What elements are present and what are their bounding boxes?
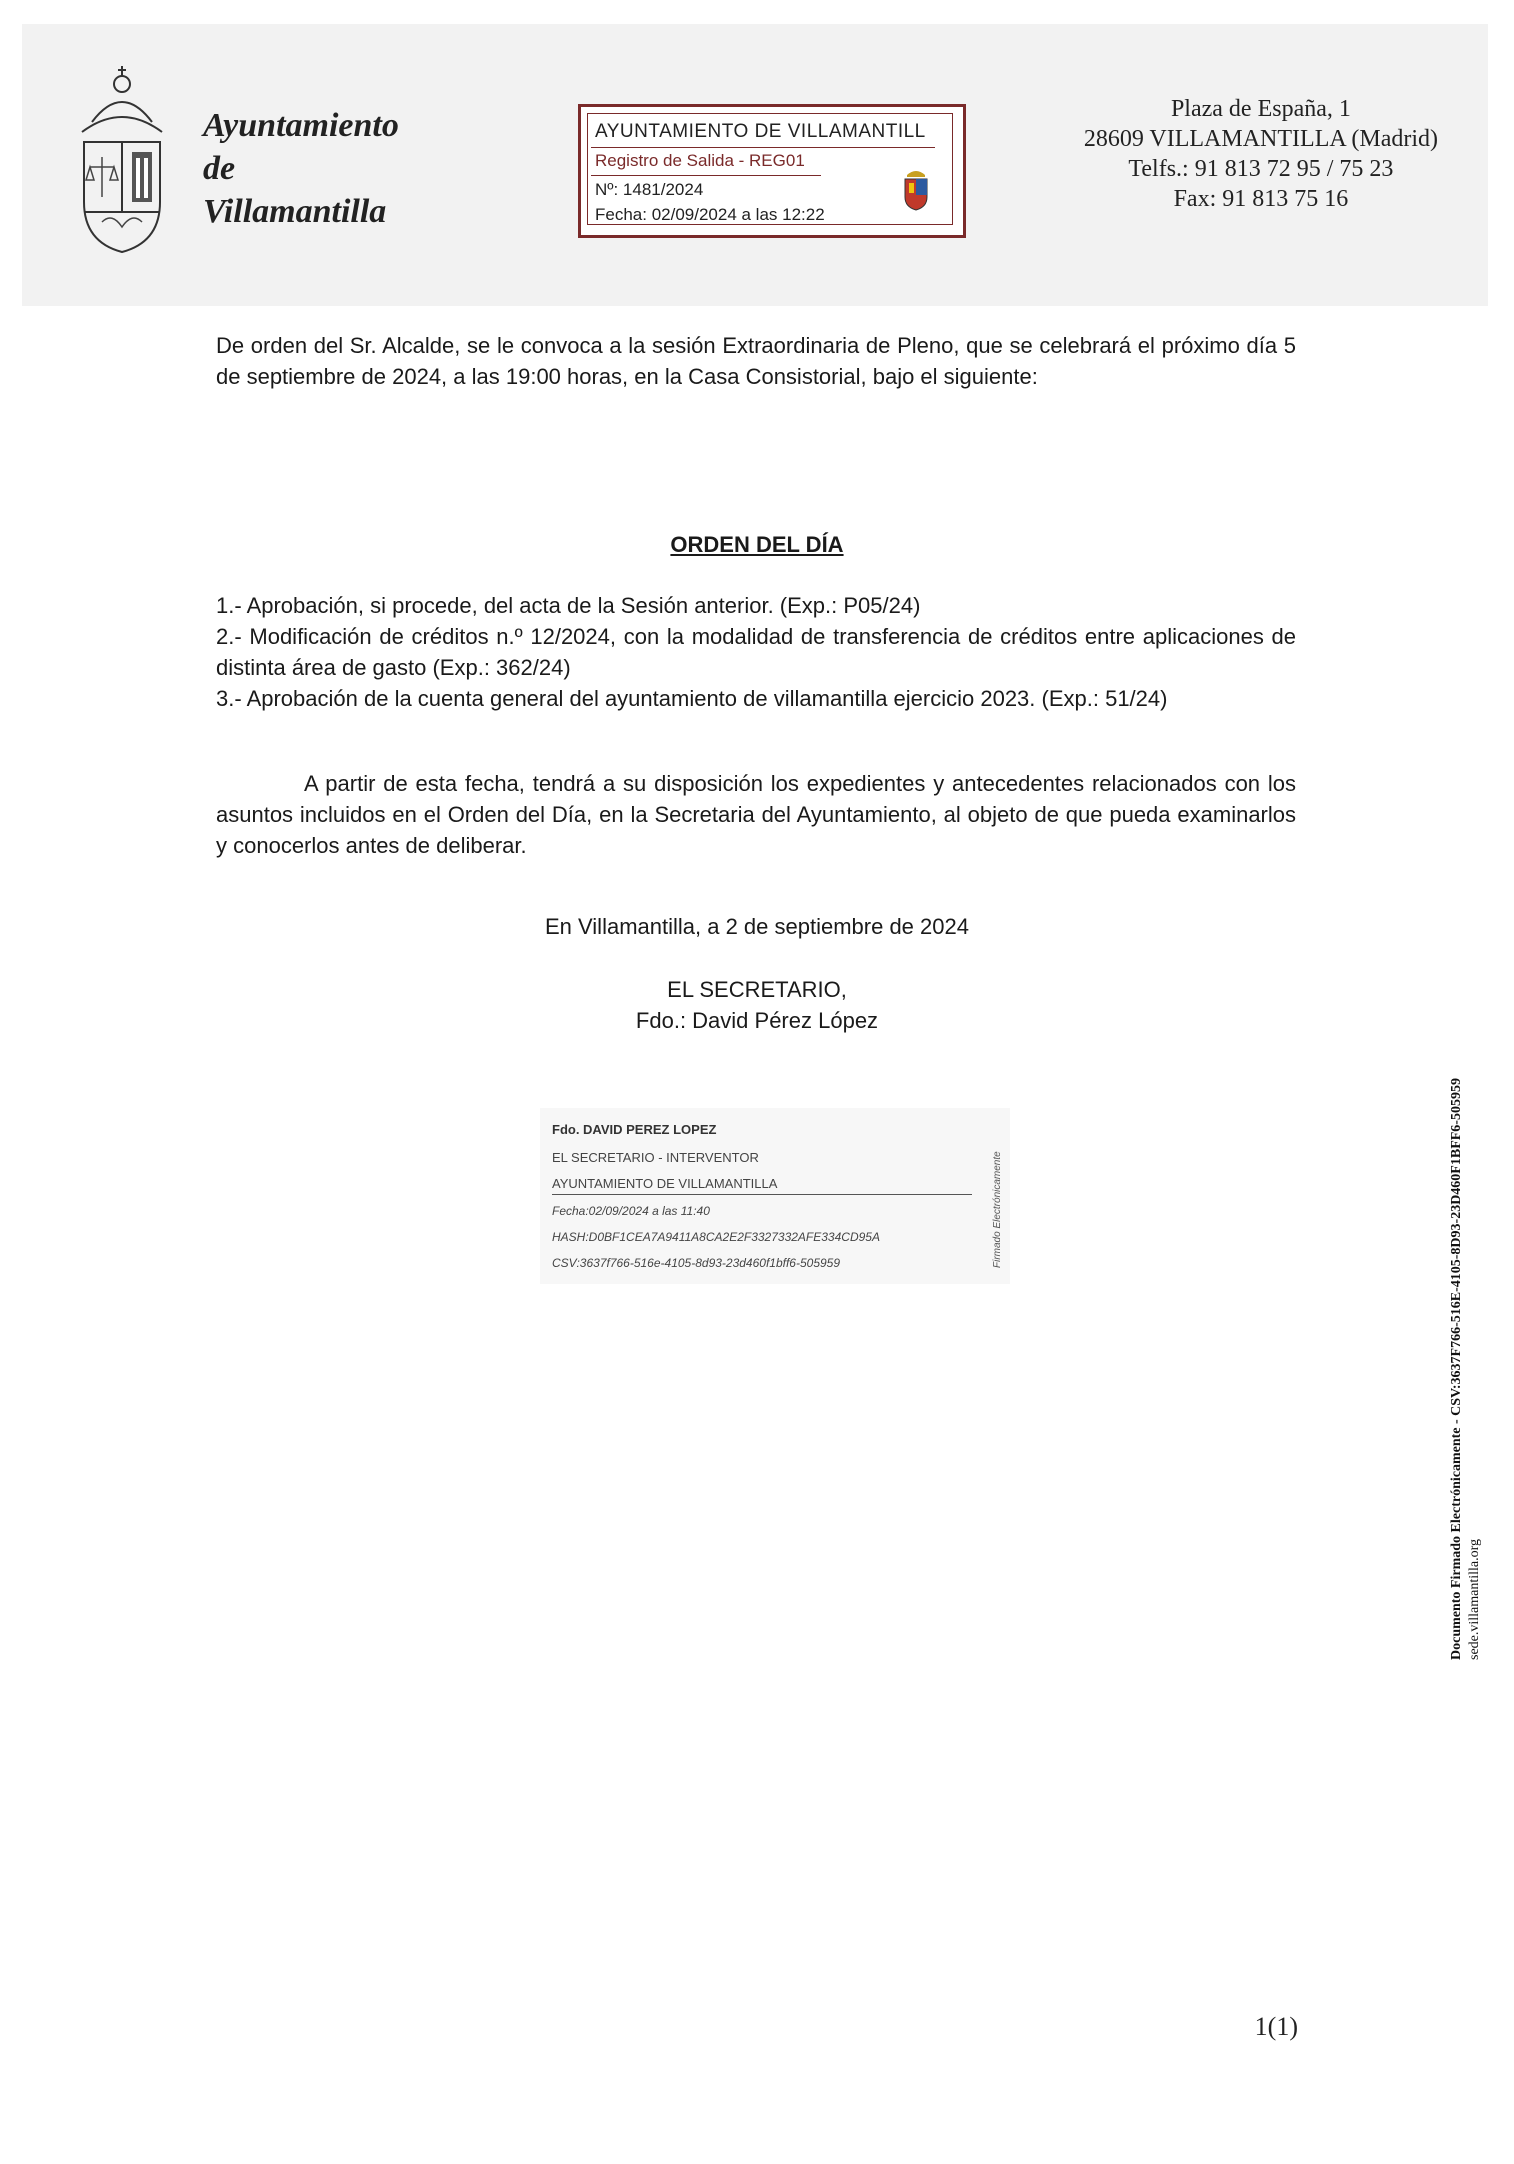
page-number: 1(1) [1254, 2012, 1298, 2041]
town-name-line-2: de [203, 150, 236, 187]
contact-city: 28609 VILLAMANTILLA (Madrid) [1083, 126, 1438, 152]
contact-info [1084, 94, 1438, 214]
signer-title: EL SECRETARIO, [667, 977, 847, 1002]
side-note-url: sede.villamantilla.org [1467, 1538, 1482, 1660]
stamp-number: Nº: 1481/2024 [595, 180, 704, 199]
agenda-list [216, 590, 1296, 714]
agenda-item: 1.- Aprobación, si procede, del acta de la Sesión anterior. (Exp.: P05/24) [216, 593, 921, 618]
registry-stamp [578, 104, 966, 238]
closing-text: A partir de esta fecha, tendrá a su disposición los expedientes y antecedentes relacionados con los asuntos incluidos en el Orden del Día, en la Secretaria del Ayuntamiento, al objeto de que pueda examinarlos y conocerlos antes de deliberar. [216, 771, 1296, 858]
stamp-title: AYUNTAMIENTO DE VILLAMANTILL [595, 121, 926, 142]
signer-block [0, 974, 1514, 1036]
stamp-registry: Registro de Salida - REG01 [595, 151, 805, 170]
signature-vertical-label: Firmado Electrónicamente [992, 1151, 1003, 1268]
town-name-line-3: Villamantilla [203, 193, 387, 230]
closing-paragraph [216, 768, 1296, 861]
stamp-date: Fecha: 02/09/2024 a las 12:22 [595, 205, 825, 224]
signature-csv: CSV:3637f766-516e-4105-8d93-23d460f1bff6-505959 [552, 1256, 841, 1270]
stamp-divider [591, 147, 935, 148]
place-date: En Villamantilla, a 2 de septiembre de 2024 [545, 914, 969, 939]
contact-fax: Fax: 91 813 75 16 [1173, 186, 1349, 212]
town-name [203, 104, 399, 233]
agenda-item: 3.- Aprobación de la cuenta general del ayuntamiento de villamantilla ejercicio 2023. (Exp.: 51/24) [216, 686, 1168, 711]
town-name-line-1: Ayuntamiento [203, 107, 399, 144]
signature-organization: AYUNTAMIENTO DE VILLAMANTILLA [552, 1176, 778, 1191]
contact-address: Plaza de España, 1 [1170, 96, 1351, 122]
side-note-csv: Documento Firmado Electrónicamente - CSV:3637F766-516E-4105-8D93-23D460F1BFF6-505959 [1449, 1078, 1464, 1660]
signature-role: EL SECRETARIO - INTERVENTOR [552, 1150, 759, 1165]
signer-name: Fdo.: David Pérez López [635, 1008, 879, 1033]
intro-paragraph: De orden del Sr. Alcalde, se le convoca a la sesión Extraordinaria de Pleno, que se celebrará el próximo día 5 de septiembre de 2024, a las 19:00 horas, en la Casa Consistorial, bajo el siguiente: [216, 333, 1296, 389]
contact-phones: Telfs.: 91 813 72 95 / 75 23 [1128, 156, 1394, 182]
agenda-title: ORDEN DEL DÍA [670, 532, 844, 557]
stamp-emblem-icon [901, 167, 931, 211]
signature-hash: HASH:D0BF1CEA7A9411A8CA2E2F3327332AFE334CD95A [552, 1230, 880, 1244]
side-verification-note [1448, 1078, 1484, 1660]
coat-of-arms-icon [62, 62, 182, 258]
signature-date: Fecha:02/09/2024 a las 11:40 [552, 1204, 710, 1218]
electronic-signature [540, 1108, 1010, 1284]
signature-divider [552, 1194, 972, 1195]
signature-name: Fdo. DAVID PEREZ LOPEZ [552, 1122, 717, 1137]
agenda-item: 2.- Modificación de créditos n.º 12/2024, con la modalidad de transferencia de créditos entre aplicaciones de distinta área de gasto (Exp.: 362/24) [216, 624, 1296, 680]
stamp-divider-2 [591, 175, 821, 176]
